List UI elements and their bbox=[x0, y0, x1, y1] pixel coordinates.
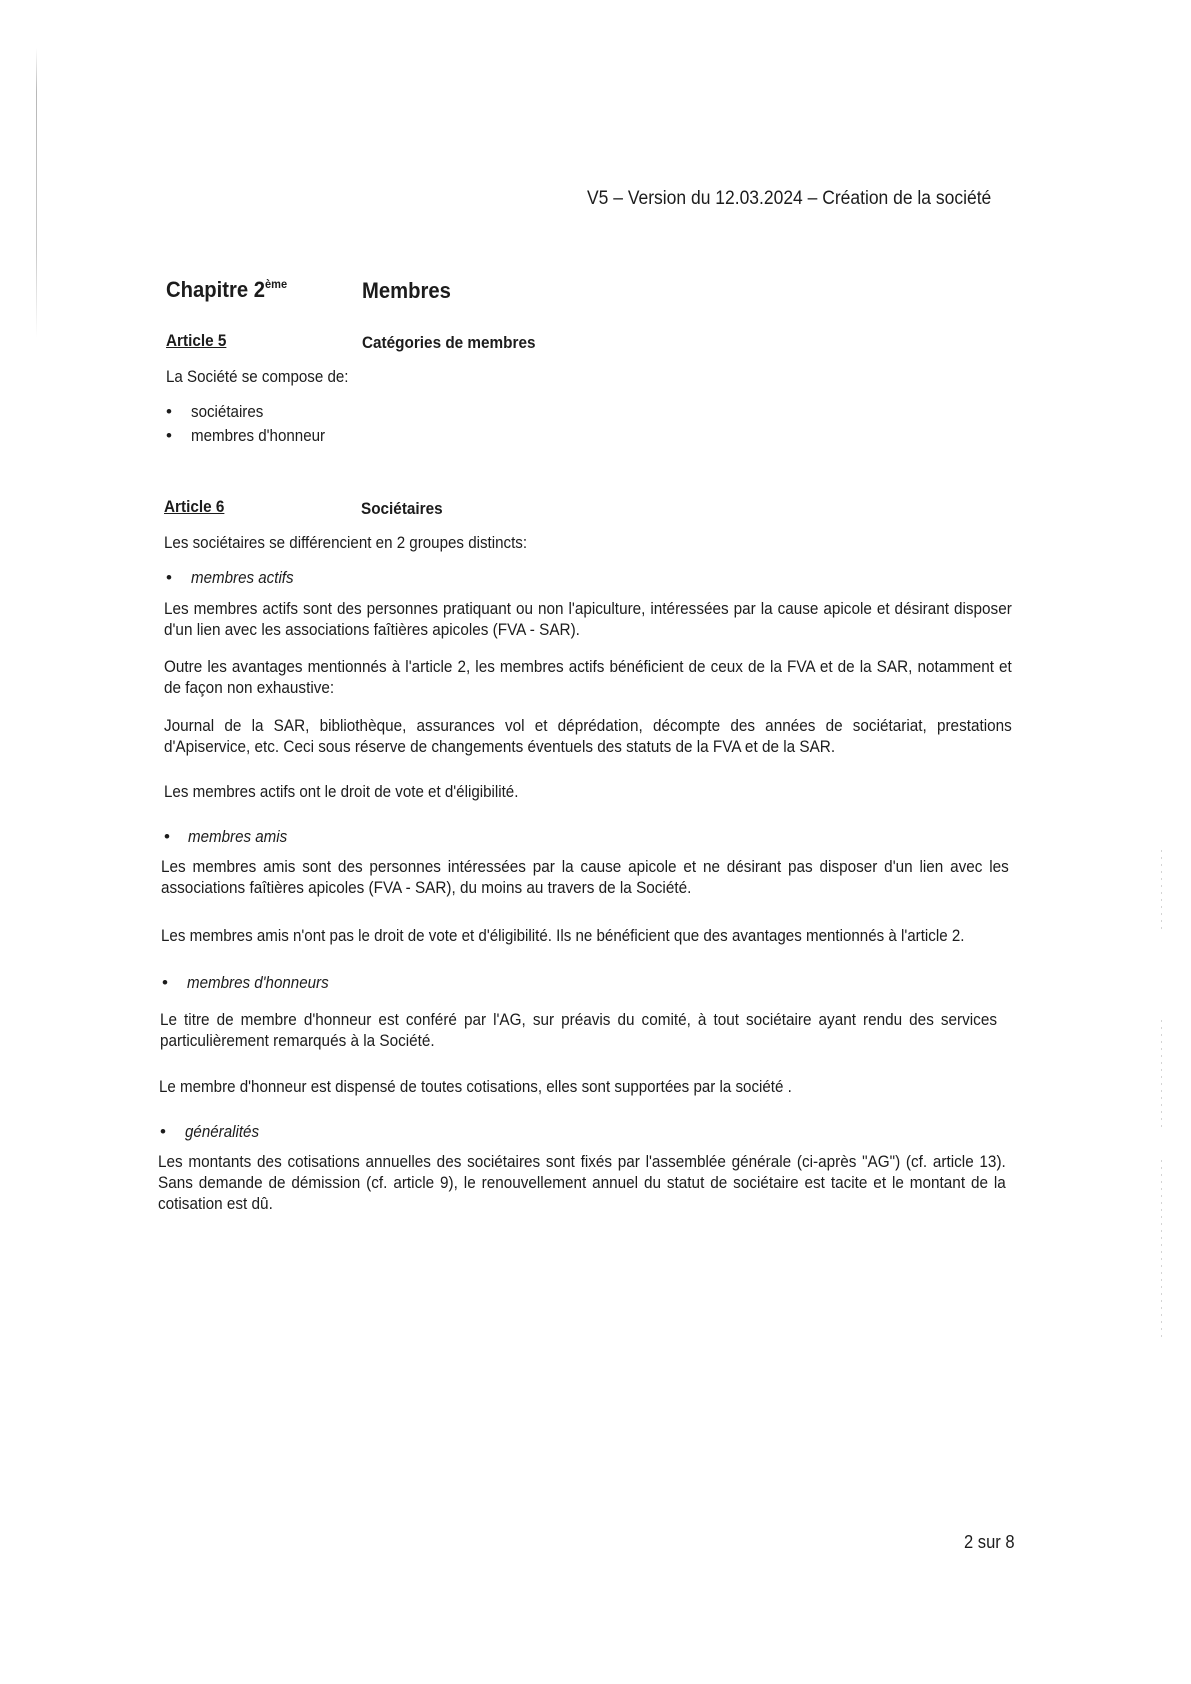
paragraph: Les membres amis n'ont pas le droit de vote et d'éligibilité. Ils ne bénéficient que des avantages mentionnés à l'article 2. bbox=[161, 926, 965, 945]
article-6-intro: Les sociétaires se différencient en 2 groupes distincts: bbox=[164, 533, 528, 552]
paragraph: Le titre de membre d'honneur est conféré par l'AG, sur préavis du comité, à tout sociétaire ayant rendu des services particulièrement remarqués à la Société. bbox=[160, 1010, 997, 1050]
scan-dots bbox=[1161, 850, 1162, 930]
list-item: sociétaires bbox=[191, 402, 264, 421]
paragraph: Les membres actifs ont le droit de vote et d'éligibilité. bbox=[164, 782, 519, 801]
bullet-icon: • bbox=[166, 568, 172, 587]
bullet-icon: • bbox=[162, 973, 168, 992]
section-heading-membres-honneurs: membres d'honneurs bbox=[187, 973, 329, 992]
paragraph: Journal de la SAR, bibliothèque, assurances vol et déprédation, décompte des années de sociétariat, prestations d'Apiservice, etc. Ceci sous réserve de changements éventuels des statuts de la FVA et de la SAR. bbox=[164, 716, 1012, 756]
scan-edge-line bbox=[36, 48, 37, 338]
article-5-title: Catégories de membres bbox=[362, 333, 536, 352]
page-number: 2 sur 8 bbox=[964, 1532, 1015, 1552]
chapter-label-text: Chapitre 2 bbox=[166, 277, 265, 302]
article-5-intro: La Société se compose de: bbox=[166, 367, 349, 386]
paragraph: Les montants des cotisations annuelles des sociétaires sont fixés par l'assemblée générale (ci-après "AG") (cf. article 13). Sans demande de démission (cf. article 9), le renouvellement annuel du statut de sociétaire est tacite et le montant de la cotisation est dû. bbox=[158, 1152, 1006, 1213]
bullet-icon: • bbox=[166, 426, 172, 445]
paragraph: Outre les avantages mentionnés à l'article 2, les membres actifs bénéficient de ceux de la FVA et de la SAR, notamment et de façon non exhaustive: bbox=[164, 657, 1012, 697]
article-6-title: Sociétaires bbox=[361, 499, 443, 518]
bullet-icon: • bbox=[164, 827, 170, 846]
section-heading-membres-amis: membres amis bbox=[188, 827, 288, 846]
scan-dots bbox=[1161, 1160, 1162, 1340]
chapter-label bbox=[166, 277, 287, 303]
list-item: membres d'honneur bbox=[191, 426, 326, 445]
article-6-number: Article 6 bbox=[164, 497, 225, 516]
chapter-title: Membres bbox=[362, 278, 451, 303]
document-version-header: V5 – Version du 12.03.2024 – Création de la société bbox=[587, 188, 992, 209]
section-heading-membres-actifs: membres actifs bbox=[191, 568, 294, 587]
article-5-number: Article 5 bbox=[166, 331, 227, 350]
paragraph: Les membres actifs sont des personnes pratiquant ou non l'apiculture, intéressées par la cause apicole et désirant disposer d'un lien avec les associations faîtières apicoles (FVA - SAR). bbox=[164, 599, 1012, 639]
section-heading-generalites: généralités bbox=[185, 1122, 260, 1141]
chapter-superscript: ème bbox=[264, 277, 288, 291]
bullet-icon: • bbox=[166, 402, 172, 421]
paragraph: Les membres amis sont des personnes intéressées par la cause apicole et ne désirant pas disposer d'un lien avec les associations faîtières apicoles (FVA - SAR), du moins au travers de la Société. bbox=[161, 857, 1009, 897]
scan-dots bbox=[1161, 1020, 1162, 1130]
bullet-icon: • bbox=[160, 1122, 166, 1141]
paragraph: Le membre d'honneur est dispensé de toutes cotisations, elles sont supportées par la société . bbox=[159, 1077, 792, 1096]
